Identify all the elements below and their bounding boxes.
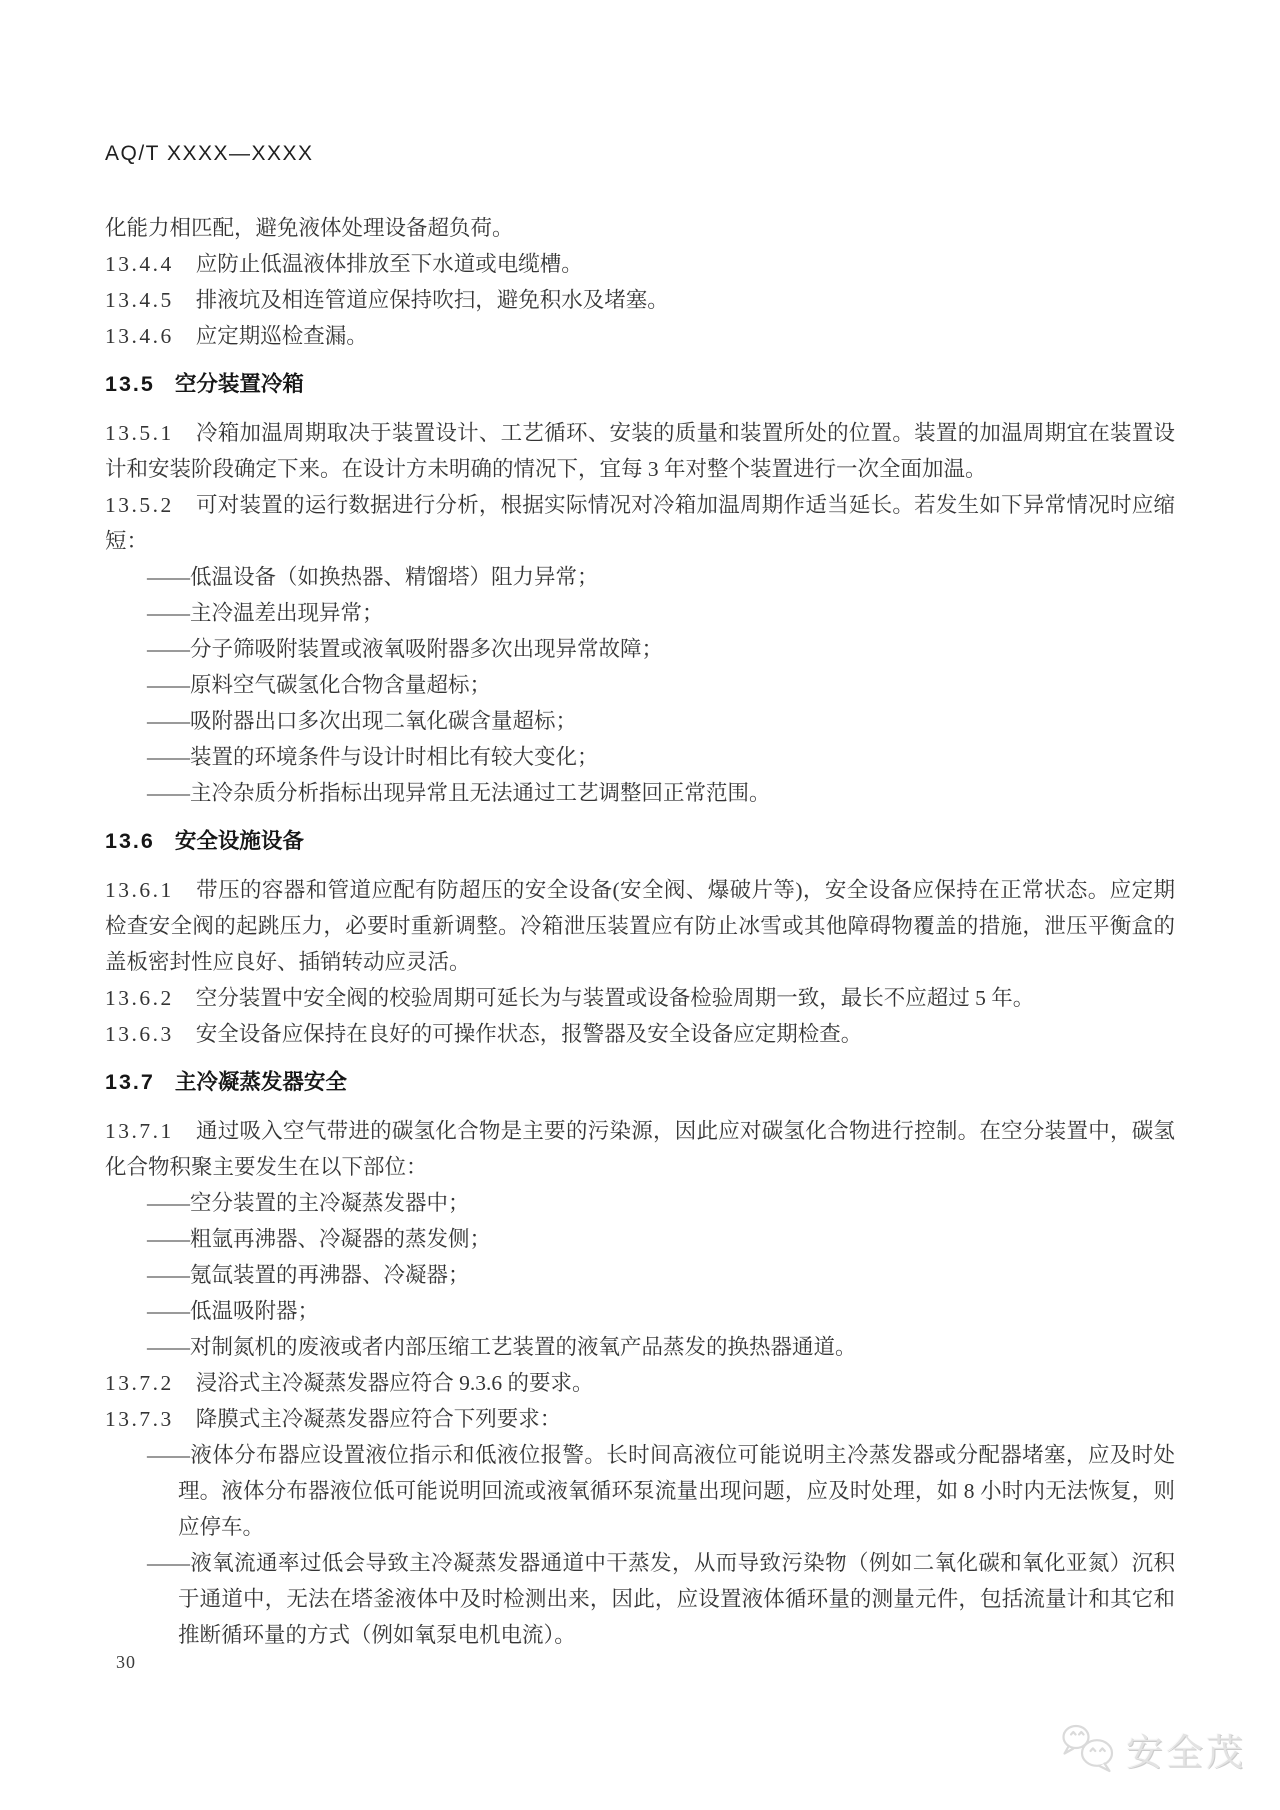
clause-number: 13.6.1 xyxy=(105,878,174,902)
clause-number: 13.4.6 xyxy=(105,324,174,348)
section-heading-13-5 xyxy=(105,366,1175,402)
clause-number: 13.7.3 xyxy=(105,1407,174,1431)
clause-13-4-6 xyxy=(105,318,1175,354)
heading-text: 主冷凝蒸发器安全 xyxy=(174,1070,347,1094)
clause-text: 降膜式主冷凝蒸发器应符合下列要求： xyxy=(195,1407,562,1431)
clause-13-4-5 xyxy=(105,282,1175,318)
clause-number: 13.5.2 xyxy=(105,493,174,517)
clause-13-7-1 xyxy=(105,1113,1175,1185)
document-body xyxy=(105,0,1175,1653)
clause-13-7-3 xyxy=(105,1401,1175,1437)
clause-text: 带压的容器和管道应配有防超压的安全设备(安全阀、爆破片等)，安全设备应保持在正常状态。应定期检查安全阀的起跳压力，必要时重新调整。冷箱泄压装置应有防止冰雪或其他障碍物覆盖的措施，泄压平衡盒的盖板密封性应良好、插销转动应灵活。 xyxy=(105,878,1175,974)
bullet-item: ——液体分布器应设置液位指示和低液位报警。长时间高液位可能说明主冷蒸发器或分配器堵塞，应及时处理。液体分布器液位低可能说明回流或液氧循环泵流量出现问题，应及时处理，如 8 小时内无法恢复，则应停车。 xyxy=(147,1443,1175,1539)
watermark-text: 安全茂 xyxy=(1126,1732,1246,1773)
clause-text: 冷箱加温周期取决于装置设计、工艺循环、安装的质量和装置所处的位置。装置的加温周期宜在装置设计和安装阶段确定下来。在设计方未明确的情况下，宜每 3 年对整个装置进行一次全面加温。 xyxy=(105,421,1175,481)
bullet-item: ——对制氮机的废液或者内部压缩工艺装置的液氧产品蒸发的换热器通道。 xyxy=(147,1335,857,1359)
clause-text: 空分装置中安全阀的校验周期可延长为与装置或设备检验周期一致，最长不应超过 5 年。 xyxy=(195,986,1035,1010)
bullet-item: ——装置的环境条件与设计时相比有较大变化； xyxy=(147,745,599,769)
clause-number: 13.5.1 xyxy=(105,421,174,445)
bullet-item: ——吸附器出口多次出现二氧化碳含量超标； xyxy=(147,709,578,733)
heading-text: 空分装置冷箱 xyxy=(174,372,304,396)
clause-text: 应定期巡检查漏。 xyxy=(195,324,368,348)
bullet-item: ——液氧流通率过低会导致主冷凝蒸发器通道中干蒸发，从而导致污染物（例如二氧化碳和氧化亚氮）沉积于通道中，无法在塔釜液体中及时检测出来，因此，应设置液体循环量的测量元件，包括流量计和其它和推断循环量的方式（例如氧泵电机电流）。 xyxy=(147,1551,1175,1647)
clause-13-6-1 xyxy=(105,872,1175,980)
clause-number: 13.6.2 xyxy=(105,986,174,1010)
clause-13-4-4 xyxy=(105,246,1175,282)
doc-header: AQ/T XXXX—XXXX xyxy=(105,142,314,165)
clause-13-5-2 xyxy=(105,487,1175,559)
section-heading-13-7 xyxy=(105,1064,1175,1100)
clause-number: 13.4.4 xyxy=(105,252,174,276)
clause-text: 安全设备应保持在良好的可操作状态，报警器及安全设备应定期检查。 xyxy=(195,1022,863,1046)
clause-text: 可对装置的运行数据进行分析，根据实际情况对冷箱加温周期作适当延长。若发生如下异常情况时应缩短： xyxy=(105,493,1175,553)
heading-number: 13.6 xyxy=(105,829,155,853)
bullet-item: ——粗氩再沸器、冷凝器的蒸发侧； xyxy=(147,1227,492,1251)
clause-text: 通过吸入空气带进的碳氢化合物是主要的污染源，因此应对碳氢化合物进行控制。在空分装置中，碳氢化合物积聚主要发生在以下部位： xyxy=(105,1119,1175,1179)
heading-number: 13.5 xyxy=(105,372,155,396)
clause-13-7-2 xyxy=(105,1365,1175,1401)
clause-13-5-1 xyxy=(105,415,1175,487)
page-number: 30 xyxy=(116,1652,136,1672)
clause-13-6-2 xyxy=(105,980,1175,1016)
bullet-item: ——氪氙装置的再沸器、冷凝器； xyxy=(147,1263,470,1287)
section-heading-13-6 xyxy=(105,823,1175,859)
clause-13-6-3 xyxy=(105,1016,1175,1052)
bullet-item: ——主冷温差出现异常； xyxy=(147,601,384,625)
clause-number: 13.4.5 xyxy=(105,288,174,312)
watermark xyxy=(1059,1722,1246,1776)
clause-text: 排液坑及相连管道应保持吹扫，避免积水及堵塞。 xyxy=(195,288,669,312)
bullet-item: ——原料空气碳氢化合物含量超标； xyxy=(147,673,492,697)
wechat-icon xyxy=(1059,1723,1117,1775)
clause-text: 浸浴式主冷凝蒸发器应符合 9.3.6 的要求。 xyxy=(195,1371,594,1395)
bullet-item: ——低温设备（如换热器、精馏塔）阻力异常； xyxy=(147,565,599,589)
heading-text: 安全设施设备 xyxy=(174,829,304,853)
clause-number: 13.6.3 xyxy=(105,1022,174,1046)
bullet-item: ——低温吸附器； xyxy=(147,1299,320,1323)
clause-number: 13.7.2 xyxy=(105,1371,174,1395)
bullet-item: ——主冷杂质分析指标出现异常且无法通过工艺调整回正常范围。 xyxy=(147,781,771,805)
paragraph-continuation: 化能力相匹配，避免液体处理设备超负荷。 xyxy=(105,216,514,240)
bullet-item: ——空分装置的主冷凝蒸发器中； xyxy=(147,1191,470,1215)
heading-number: 13.7 xyxy=(105,1070,155,1094)
bullet-item: ——分子筛吸附装置或液氧吸附器多次出现异常故障； xyxy=(147,637,664,661)
clause-number: 13.7.1 xyxy=(105,1119,174,1143)
clause-text: 应防止低温液体排放至下水道或电缆槽。 xyxy=(195,252,583,276)
